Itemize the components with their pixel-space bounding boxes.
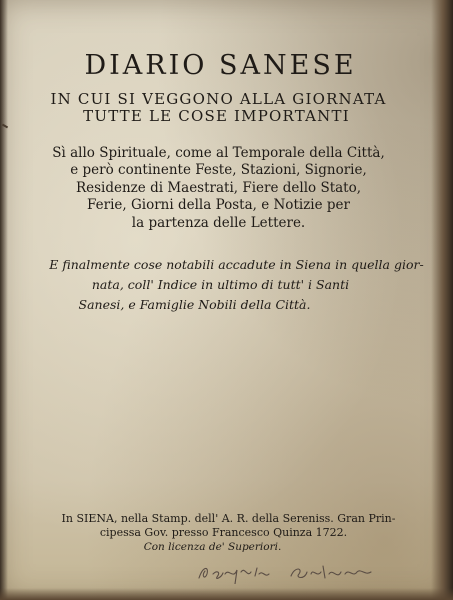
imprint-license: Con licenza de' Superiori. bbox=[143, 541, 282, 553]
imprint-line: cipessa Gov. presso Francesco Quinza 1722. bbox=[99, 526, 348, 539]
subtitle-line-2: TUTTE LE COSE IMPORTANTI bbox=[83, 107, 350, 125]
italic-note-line: E finalmente cose notabili accadute in Siena in quella gior- bbox=[49, 257, 424, 272]
italic-note-line: nata, coll' Indice in ultimo di tutt' i Santi bbox=[91, 277, 350, 292]
description-line: Sì allo Spirituale, come al Temporale della Città, bbox=[52, 145, 385, 161]
description-line: Residenze di Maestrati, Fiere dello Stato, bbox=[75, 180, 362, 196]
description-line: Ferie, Giorni della Posta, e Notizie per bbox=[87, 197, 350, 213]
handwritten-signature bbox=[195, 562, 385, 584]
book-title: DIARIO SANESE bbox=[84, 50, 357, 81]
page-edge-bottom bbox=[0, 588, 453, 600]
subtitle-line-1: IN CUI SI VEGGONO ALLA GIORNATA bbox=[50, 90, 387, 108]
imprint-line: In SIENA, nella Stamp. dell' A. R. della Sereniss. Gran Prin- bbox=[61, 512, 396, 525]
description-line: e però continente Feste, Stazioni, Signorie, bbox=[70, 162, 367, 178]
description-line: la partenza delle Lettere. bbox=[131, 215, 306, 231]
italic-note-line: Sanesi, e Famiglie Nobili della Città. bbox=[78, 297, 311, 312]
